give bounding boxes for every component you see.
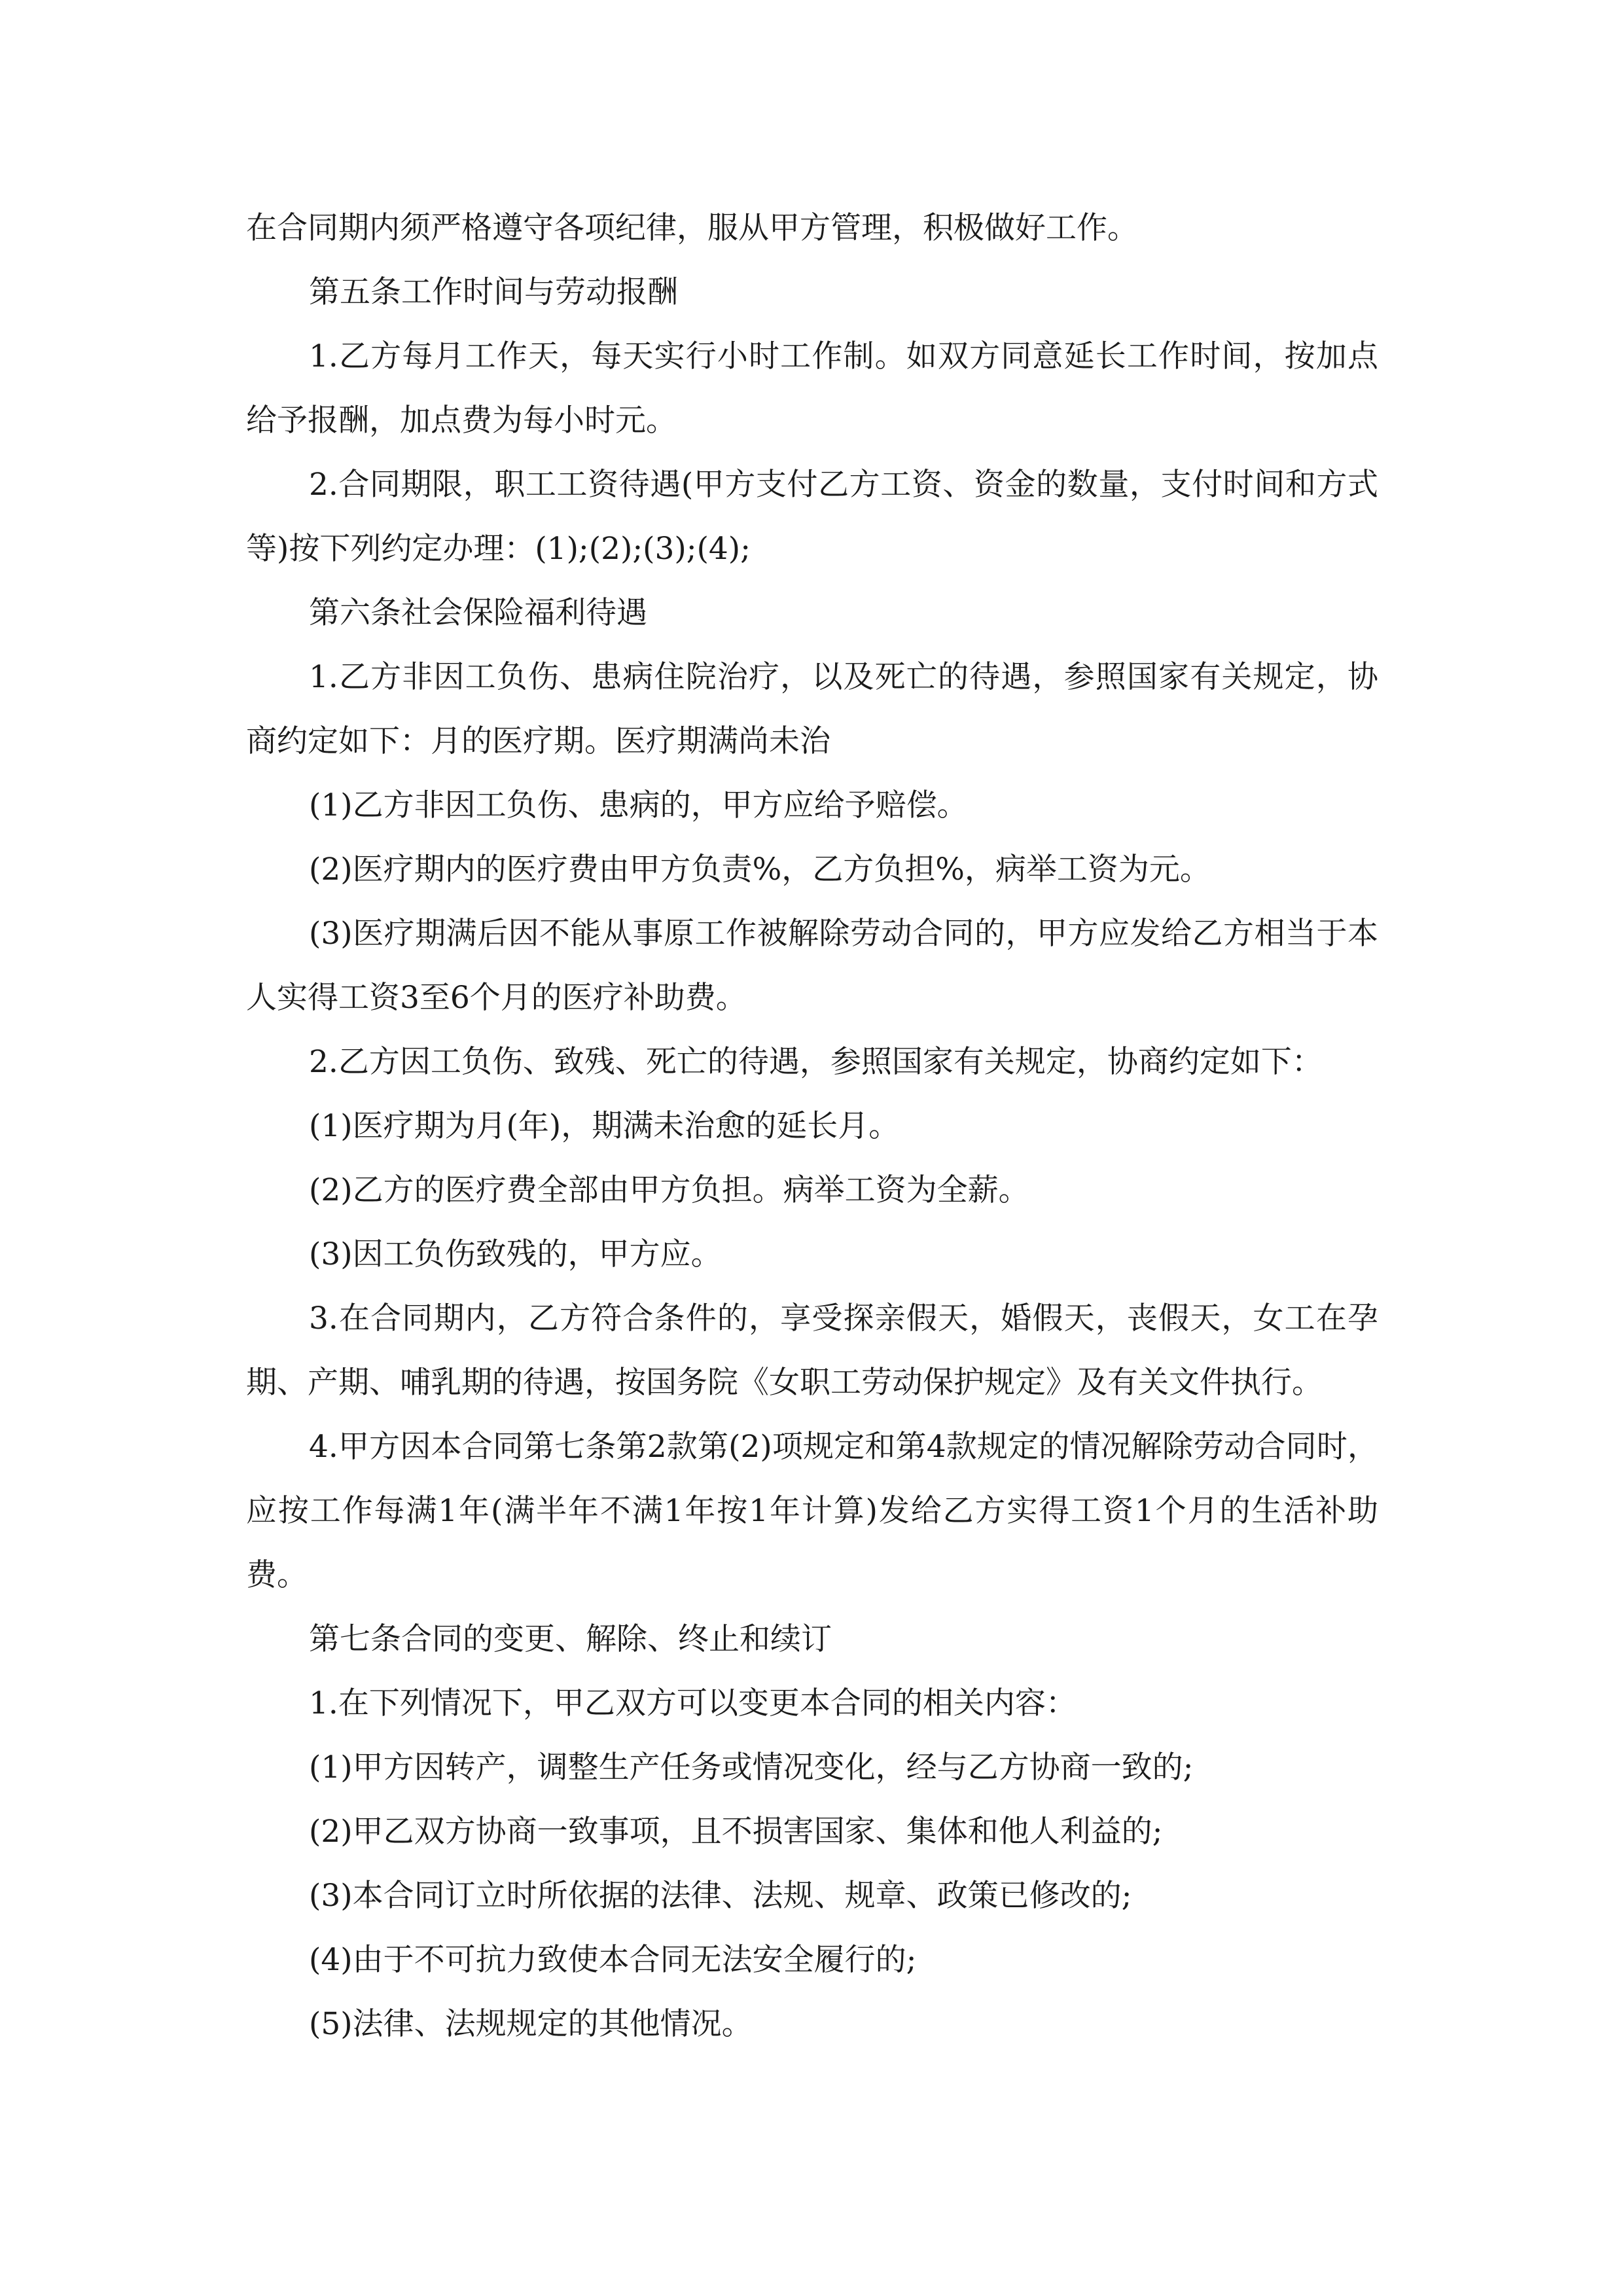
article-6-clause-2-item-2: (2)乙方的医疗费全部由甲方负担。病举工资为全薪。 [309, 1172, 1029, 1208]
article-6-clause-1: 1.乙方非因工负伤、患病住院治疗，以及死亡的待遇，参照国家有关规定，协商约定如下：月的医疗期。医疗期满尚未治 [246, 659, 1378, 759]
article-6-clause-4: 4.甲方因本合同第七条第2款第(2)项规定和第4款规定的情况解除劳动合同时，应按工作每满1年(满半年不满1年按1年计算)发给乙方实得工资1个月的生活补助费。 [246, 1429, 1378, 1593]
article-5-clause-1: 1.乙方每月工作天，每天实行小时工作制。如双方同意延长工作时间，按加点给予报酬，加点费为每小时元。 [246, 338, 1378, 439]
article-5-heading: 第五条工作时间与劳动报酬 [309, 274, 678, 310]
article-6-heading: 第六条社会保险福利待遇 [309, 595, 647, 631]
article-7-clause-1: 1.在下列情况下，甲乙双方可以变更本合同的相关内容： [309, 1685, 1077, 1721]
article-7-clause-1-item-2: (2)甲乙双方协商一致事项，且不损害国家、集体和他人利益的; [309, 1814, 1163, 1850]
article-6-clause-2-item-1: (1)医疗期为月(年)，期满未治愈的延长月。 [309, 1108, 900, 1144]
article-5-clause-2: 2.合同期限，职工工资待遇(甲方支付乙方工资、资金的数量，支付时间和方式等)按下列约定办理：(1);(2);(3);(4); [246, 467, 1378, 567]
article-7-heading: 第七条合同的变更、解除、终止和续订 [309, 1621, 832, 1657]
article-6-clause-3: 3.在合同期内，乙方符合条件的，享受探亲假天，婚假天，丧假天，女工在孕期、产期、哺乳期的待遇，按国务院《女职工劳动保护规定》及有关文件执行。 [246, 1300, 1378, 1401]
article-7-clause-1-item-3: (3)本合同订立时所依据的法律、法规、规章、政策已修改的; [309, 1878, 1132, 1914]
article-6-clause-2-item-3: (3)因工负伤致残的，甲方应。 [309, 1236, 722, 1272]
article-7-clause-1-item-4: (4)由于不可抗力致使本合同无法安全履行的; [309, 1942, 917, 1978]
article-6-clause-2: 2.乙方因工负伤、致残、死亡的待遇，参照国家有关规定，协商约定如下： [309, 1044, 1323, 1080]
article-7-clause-1-item-5: (5)法律、法规规定的其他情况。 [309, 2006, 753, 2042]
document-body [246, 196, 1378, 2056]
article-6-clause-1-item-1: (1)乙方非因工负伤、患病的，甲方应给予赔偿。 [309, 787, 968, 823]
article-7-clause-1-item-1: (1)甲方因转产，调整生产任务或情况变化，经与乙方协商一致的; [309, 1749, 1194, 1785]
article-6-clause-1-item-3: (3)医疗期满后因不能从事原工作被解除劳动合同的，甲方应发给乙方相当于本人实得工资3至6个月的医疗补助费。 [246, 916, 1378, 1016]
paragraph-continuation: 在合同期内须严格遵守各项纪律，服从甲方管理，积极做好工作。 [246, 210, 1138, 246]
article-6-clause-1-item-2: (2)医疗期内的医疗费由甲方负责%，乙方负担%，病举工资为元。 [309, 852, 1211, 888]
